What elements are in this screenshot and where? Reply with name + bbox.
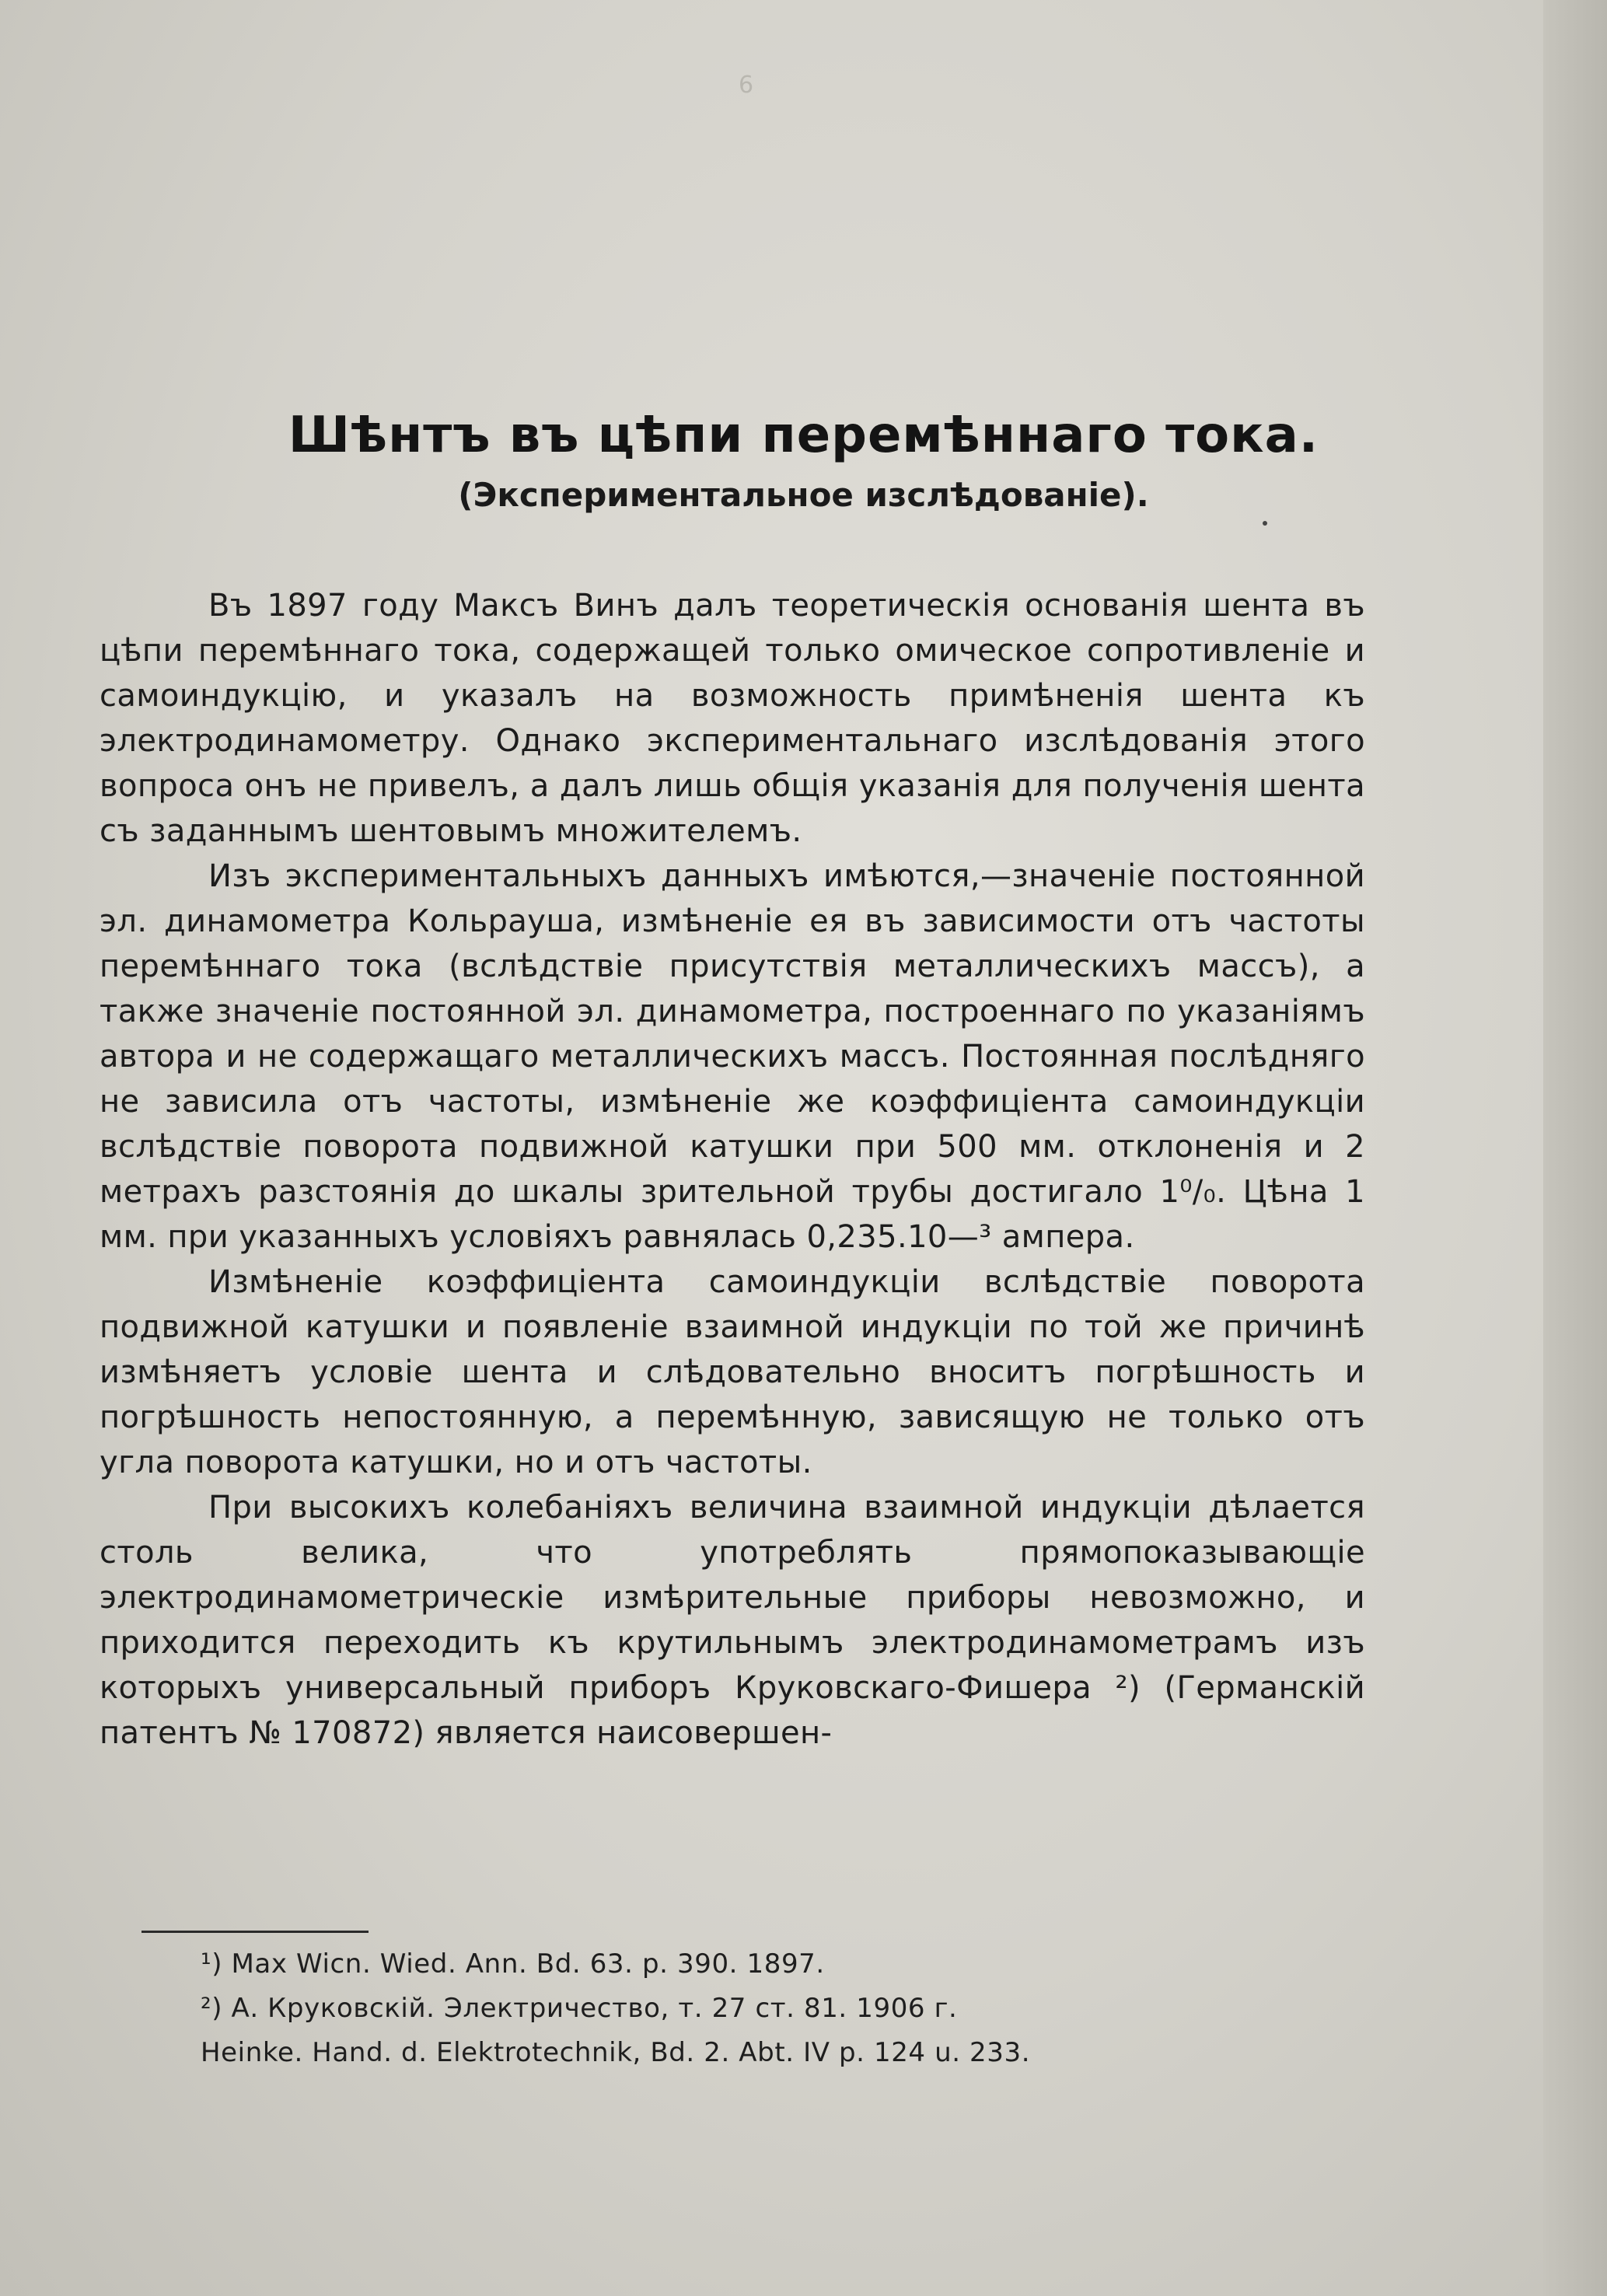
paragraph-1: Въ 1897 году Максъ Винъ далъ теоретическія основанія шента въ цѣпи перемѣннаго тока, содержащей только омическое сопротивленіе и самоиндукцію, и указалъ на возможность примѣненія шента къ электродинамометру. Однако экспериментальнаго изслѣдованія этого вопроса онъ не привелъ, а далъ лишь общія указанія для полученія шента съ заданнымъ шентовымъ множителемъ. [100, 588, 1365, 849]
footnote-2: ²) А. Круковскій. Электричество, т. 27 ст. 81. 1906 г. [201, 1993, 958, 2024]
footnote-2-continuation: Heinke. Hand. d. Elektrotechnik, Bd. 2. Abt. IV p. 124 u. 233. [201, 2037, 1031, 2068]
article-title: Шѣнтъ въ цѣпи перемѣннаго тока. [288, 406, 1319, 464]
article-subtitle: (Экспериментальное изслѣдованіе). [458, 476, 1149, 514]
body-text [100, 583, 1365, 1756]
footnotes [201, 1942, 1406, 2075]
page-number: 6 [739, 72, 754, 99]
paragraph-4: При высокихъ колебаніяхъ величина взаимной индукціи дѣлается столь велика, что употреблять прямопоказывающіе электродинамометрическіе измѣрительные приборы невозможно, и приходится переходить къ крутильнымъ электродинамометрамъ изъ которыхъ универсальный приборъ Круковскаго-Фишера ²) (Германскій патентъ № 170872) является наисовершен- [100, 1490, 1365, 1751]
footnote-divider [141, 1931, 369, 1933]
paragraph-3: Измѣненіе коэффиціента самоиндукціи вслѣдствіе поворота подвижной катушки и появленіе взаимной индукціи по той же причинѣ измѣняетъ условіе шента и слѣдовательно вноситъ погрѣшность и погрѣшность непостоянную, а перемѣнную, зависящую не только отъ угла поворота катушки, но и отъ частоты. [100, 1264, 1365, 1480]
page-edge-shadow [1543, 0, 1607, 2296]
paragraph-2: Изъ экспериментальныхъ данныхъ имѣются,—значеніе постоянной эл. динамометра Кольрауша, измѣненіе ея въ зависимости отъ частоты перемѣннаго тока (вслѣдствіе присутствія металлическихъ массъ), а также значеніе постоянной эл. динамометра, построеннаго по указаніямъ автора и не содержащаго металлическихъ массъ. Постоянная послѣдняго не зависила отъ частоты, измѣненіе же коэффиціента самоиндукціи вслѣдствіе поворота подвижной катушки при 500 мм. отклоненія и 2 метрахъ разстоянія до шкалы зрительной трубы достигало 1⁰/₀. Цѣна 1 мм. при указанныхъ условіяхъ равнялась 0,235.10—³ ампера. [100, 858, 1365, 1255]
footnote-1: ¹) Max Wicn. Wied. Ann. Bd. 63. p. 390. 1897. [201, 1948, 825, 1980]
print-speck [1263, 521, 1267, 526]
